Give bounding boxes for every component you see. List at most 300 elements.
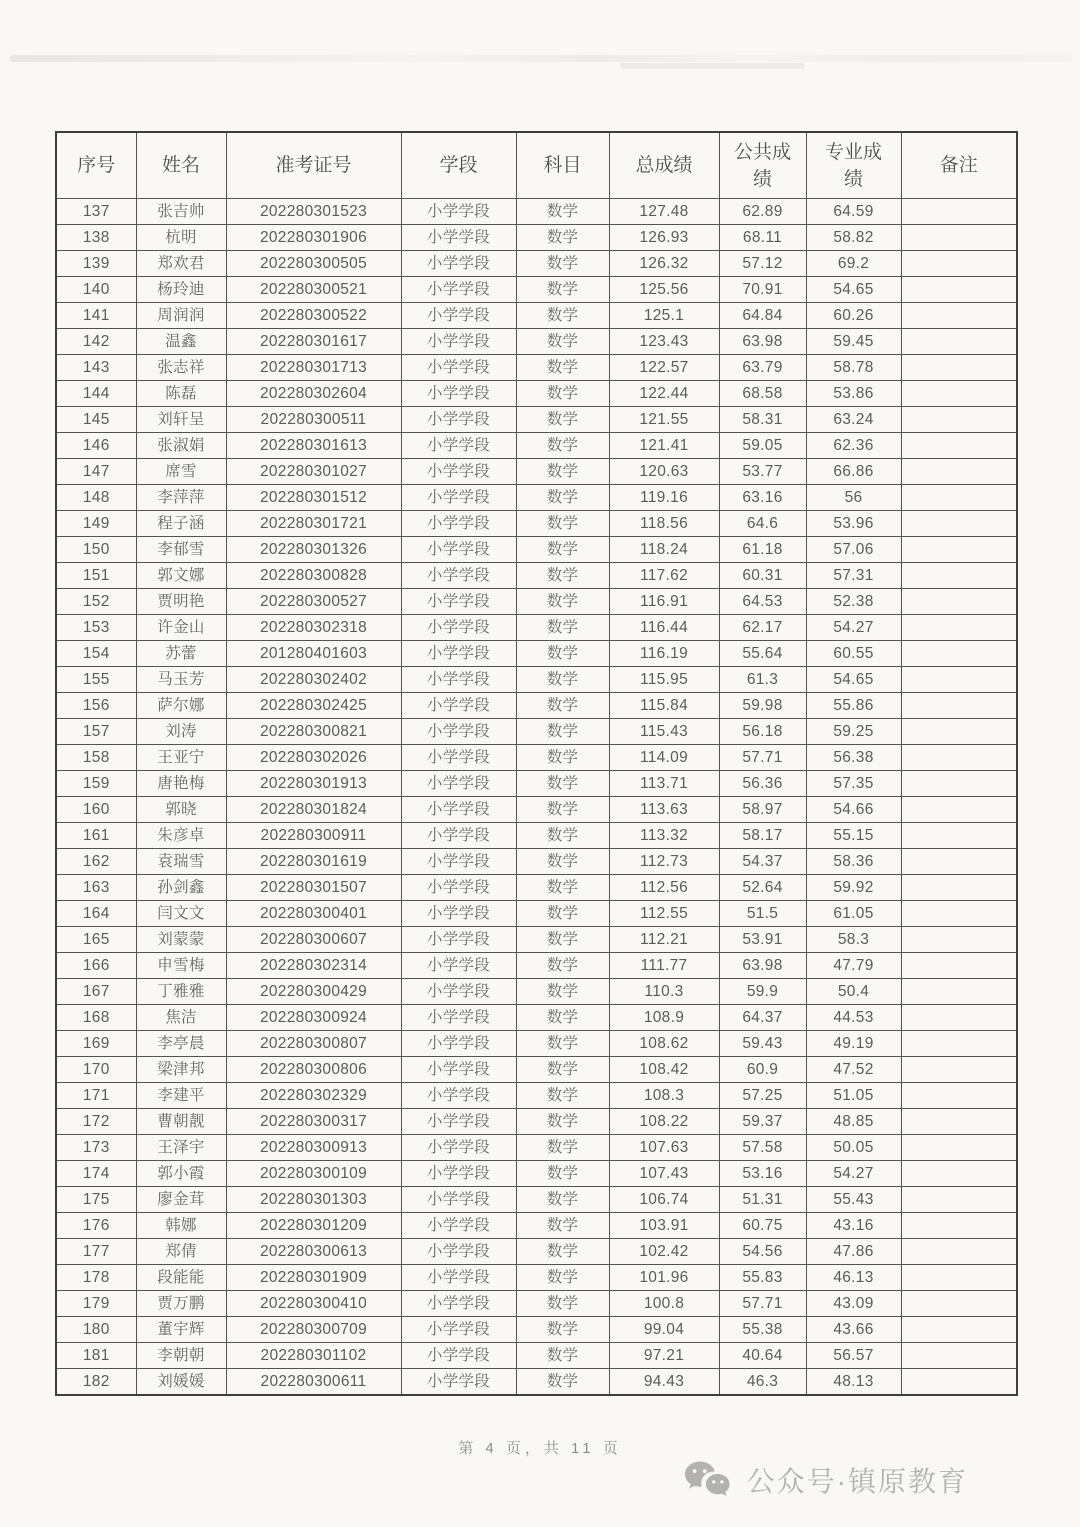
cell-admission-no: 201280401603 xyxy=(226,641,401,667)
cell-name: 焦洁 xyxy=(136,1005,226,1031)
cell-total-score: 115.43 xyxy=(609,719,719,745)
cell-remark xyxy=(901,953,1017,979)
cell-remark xyxy=(901,1005,1017,1031)
cell-serial: 163 xyxy=(56,875,136,901)
cell-stage: 小学学段 xyxy=(401,329,516,355)
cell-remark xyxy=(901,901,1017,927)
cell-major-score: 57.35 xyxy=(806,771,901,797)
table-row xyxy=(56,199,1017,225)
cell-remark xyxy=(901,1161,1017,1187)
cell-public-score: 57.58 xyxy=(719,1135,806,1161)
cell-admission-no: 202280300821 xyxy=(226,719,401,745)
cell-total-score: 108.42 xyxy=(609,1057,719,1083)
table-row xyxy=(56,433,1017,459)
cell-total-score: 115.84 xyxy=(609,693,719,719)
cell-public-score: 63.16 xyxy=(719,485,806,511)
cell-total-score: 107.63 xyxy=(609,1135,719,1161)
cell-public-score: 60.9 xyxy=(719,1057,806,1083)
cell-total-score: 113.32 xyxy=(609,823,719,849)
column-header-stage: 学段 xyxy=(401,132,516,199)
cell-admission-no: 202280302425 xyxy=(226,693,401,719)
cell-serial: 170 xyxy=(56,1057,136,1083)
cell-subject: 数学 xyxy=(516,875,609,901)
cell-total-score: 125.1 xyxy=(609,303,719,329)
cell-subject: 数学 xyxy=(516,1135,609,1161)
cell-public-score: 68.58 xyxy=(719,381,806,407)
cell-major-score: 53.96 xyxy=(806,511,901,537)
cell-admission-no: 202280301613 xyxy=(226,433,401,459)
table-row xyxy=(56,589,1017,615)
cell-stage: 小学学段 xyxy=(401,589,516,615)
cell-subject: 数学 xyxy=(516,329,609,355)
cell-remark xyxy=(901,849,1017,875)
cell-stage: 小学学段 xyxy=(401,1187,516,1213)
cell-public-score: 55.38 xyxy=(719,1317,806,1343)
cell-name: 萨尔娜 xyxy=(136,693,226,719)
cell-admission-no: 202280301617 xyxy=(226,329,401,355)
cell-subject: 数学 xyxy=(516,1213,609,1239)
cell-public-score: 54.37 xyxy=(719,849,806,875)
cell-serial: 162 xyxy=(56,849,136,875)
cell-name: 郑欢君 xyxy=(136,251,226,277)
cell-subject: 数学 xyxy=(516,667,609,693)
table-row xyxy=(56,511,1017,537)
column-header-total-score: 总成绩 xyxy=(609,132,719,199)
cell-admission-no: 202280300911 xyxy=(226,823,401,849)
cell-admission-no: 202280301906 xyxy=(226,225,401,251)
cell-total-score: 127.48 xyxy=(609,199,719,225)
cell-serial: 160 xyxy=(56,797,136,823)
cell-stage: 小学学段 xyxy=(401,563,516,589)
cell-name: 贾明艳 xyxy=(136,589,226,615)
cell-total-score: 101.96 xyxy=(609,1265,719,1291)
cell-serial: 178 xyxy=(56,1265,136,1291)
table-row xyxy=(56,485,1017,511)
table-row xyxy=(56,381,1017,407)
cell-subject: 数学 xyxy=(516,1187,609,1213)
table-row xyxy=(56,563,1017,589)
cell-major-score: 61.05 xyxy=(806,901,901,927)
table-row xyxy=(56,1057,1017,1083)
cell-remark xyxy=(901,511,1017,537)
cell-stage: 小学学段 xyxy=(401,615,516,641)
cell-subject: 数学 xyxy=(516,927,609,953)
table-header xyxy=(56,132,1017,199)
cell-total-score: 118.56 xyxy=(609,511,719,537)
cell-total-score: 121.41 xyxy=(609,433,719,459)
cell-major-score: 59.92 xyxy=(806,875,901,901)
table-row xyxy=(56,355,1017,381)
cell-serial: 175 xyxy=(56,1187,136,1213)
cell-name: 孙剑鑫 xyxy=(136,875,226,901)
cell-major-score: 52.38 xyxy=(806,589,901,615)
cell-name: 申雪梅 xyxy=(136,953,226,979)
cell-total-score: 122.57 xyxy=(609,355,719,381)
cell-serial: 172 xyxy=(56,1109,136,1135)
cell-remark xyxy=(901,1369,1017,1396)
column-header-major-score: 专业成绩 xyxy=(806,132,901,199)
cell-stage: 小学学段 xyxy=(401,407,516,433)
column-header-admission-no: 准考证号 xyxy=(226,132,401,199)
cell-remark xyxy=(901,277,1017,303)
cell-subject: 数学 xyxy=(516,823,609,849)
cell-stage: 小学学段 xyxy=(401,953,516,979)
cell-subject: 数学 xyxy=(516,355,609,381)
cell-stage: 小学学段 xyxy=(401,1031,516,1057)
cell-remark xyxy=(901,1239,1017,1265)
table-row xyxy=(56,823,1017,849)
cell-stage: 小学学段 xyxy=(401,433,516,459)
column-header-subject: 科目 xyxy=(516,132,609,199)
table-row xyxy=(56,1187,1017,1213)
cell-remark xyxy=(901,745,1017,771)
cell-remark xyxy=(901,537,1017,563)
cell-serial: 176 xyxy=(56,1213,136,1239)
cell-public-score: 55.83 xyxy=(719,1265,806,1291)
cell-subject: 数学 xyxy=(516,641,609,667)
cell-admission-no: 202280300806 xyxy=(226,1057,401,1083)
cell-stage: 小学学段 xyxy=(401,355,516,381)
cell-major-score: 47.79 xyxy=(806,953,901,979)
cell-major-score: 57.06 xyxy=(806,537,901,563)
cell-subject: 数学 xyxy=(516,407,609,433)
cell-stage: 小学学段 xyxy=(401,797,516,823)
cell-name: 闫文文 xyxy=(136,901,226,927)
cell-serial: 174 xyxy=(56,1161,136,1187)
table-row xyxy=(56,1083,1017,1109)
cell-remark xyxy=(901,1291,1017,1317)
cell-stage: 小学学段 xyxy=(401,1265,516,1291)
cell-subject: 数学 xyxy=(516,1317,609,1343)
cell-name: 马玉芳 xyxy=(136,667,226,693)
cell-serial: 173 xyxy=(56,1135,136,1161)
cell-public-score: 63.98 xyxy=(719,953,806,979)
cell-stage: 小学学段 xyxy=(401,1343,516,1369)
cell-total-score: 111.77 xyxy=(609,953,719,979)
column-header-remark: 备注 xyxy=(901,132,1017,199)
cell-admission-no: 202280302402 xyxy=(226,667,401,693)
cell-admission-no: 202280300807 xyxy=(226,1031,401,1057)
cell-subject: 数学 xyxy=(516,277,609,303)
cell-serial: 159 xyxy=(56,771,136,797)
cell-total-score: 116.91 xyxy=(609,589,719,615)
cell-stage: 小学学段 xyxy=(401,927,516,953)
cell-major-score: 62.36 xyxy=(806,433,901,459)
cell-admission-no: 202280300511 xyxy=(226,407,401,433)
cell-public-score: 58.97 xyxy=(719,797,806,823)
cell-remark xyxy=(901,667,1017,693)
cell-admission-no: 202280301326 xyxy=(226,537,401,563)
table-row xyxy=(56,251,1017,277)
cell-stage: 小学学段 xyxy=(401,1057,516,1083)
cell-serial: 167 xyxy=(56,979,136,1005)
cell-remark xyxy=(901,589,1017,615)
cell-name: 程子涵 xyxy=(136,511,226,537)
cell-admission-no: 202280300913 xyxy=(226,1135,401,1161)
cell-name: 王亚宁 xyxy=(136,745,226,771)
cell-public-score: 59.9 xyxy=(719,979,806,1005)
cell-name: 袁瑞雪 xyxy=(136,849,226,875)
table-row xyxy=(56,537,1017,563)
table-row xyxy=(56,797,1017,823)
cell-remark xyxy=(901,329,1017,355)
cell-total-score: 99.04 xyxy=(609,1317,719,1343)
cell-remark xyxy=(901,797,1017,823)
cell-major-score: 43.16 xyxy=(806,1213,901,1239)
cell-name: 郭小霞 xyxy=(136,1161,226,1187)
cell-public-score: 57.71 xyxy=(719,745,806,771)
cell-total-score: 110.3 xyxy=(609,979,719,1005)
cell-subject: 数学 xyxy=(516,1057,609,1083)
cell-admission-no: 202280300522 xyxy=(226,303,401,329)
cell-name: 郭文娜 xyxy=(136,563,226,589)
cell-name: 刘涛 xyxy=(136,719,226,745)
cell-stage: 小学学段 xyxy=(401,1005,516,1031)
cell-public-score: 57.12 xyxy=(719,251,806,277)
table-row xyxy=(56,1239,1017,1265)
cell-major-score: 50.4 xyxy=(806,979,901,1005)
cell-stage: 小学学段 xyxy=(401,875,516,901)
table-row xyxy=(56,1265,1017,1291)
table-row xyxy=(56,1005,1017,1031)
cell-subject: 数学 xyxy=(516,251,609,277)
cell-stage: 小学学段 xyxy=(401,1135,516,1161)
cell-major-score: 47.52 xyxy=(806,1057,901,1083)
cell-major-score: 55.15 xyxy=(806,823,901,849)
cell-remark xyxy=(901,303,1017,329)
wechat-icon xyxy=(683,1460,731,1500)
table-body xyxy=(56,199,1017,1396)
cell-subject: 数学 xyxy=(516,979,609,1005)
cell-public-score: 51.5 xyxy=(719,901,806,927)
cell-total-score: 119.16 xyxy=(609,485,719,511)
cell-name: 杨玲迪 xyxy=(136,277,226,303)
cell-serial: 143 xyxy=(56,355,136,381)
cell-admission-no: 202280302314 xyxy=(226,953,401,979)
cell-subject: 数学 xyxy=(516,1031,609,1057)
cell-name: 刘媛媛 xyxy=(136,1369,226,1396)
cell-public-score: 57.71 xyxy=(719,1291,806,1317)
cell-total-score: 121.55 xyxy=(609,407,719,433)
cell-major-score: 43.09 xyxy=(806,1291,901,1317)
cell-admission-no: 202280300828 xyxy=(226,563,401,589)
cell-name: 杭明 xyxy=(136,225,226,251)
cell-subject: 数学 xyxy=(516,745,609,771)
cell-total-score: 125.56 xyxy=(609,277,719,303)
table-row xyxy=(56,1109,1017,1135)
cell-stage: 小学学段 xyxy=(401,485,516,511)
cell-subject: 数学 xyxy=(516,1369,609,1396)
cell-remark xyxy=(901,693,1017,719)
table-row xyxy=(56,1135,1017,1161)
cell-serial: 156 xyxy=(56,693,136,719)
scan-artifact-band xyxy=(10,55,1072,62)
cell-subject: 数学 xyxy=(516,797,609,823)
cell-public-score: 62.89 xyxy=(719,199,806,225)
cell-remark xyxy=(901,1265,1017,1291)
cell-public-score: 53.91 xyxy=(719,927,806,953)
cell-remark xyxy=(901,459,1017,485)
cell-total-score: 118.24 xyxy=(609,537,719,563)
cell-subject: 数学 xyxy=(516,511,609,537)
column-header-serial: 序号 xyxy=(56,132,136,199)
cell-name: 张志祥 xyxy=(136,355,226,381)
cell-public-score: 46.3 xyxy=(719,1369,806,1396)
cell-admission-no: 202280301913 xyxy=(226,771,401,797)
cell-major-score: 64.59 xyxy=(806,199,901,225)
cell-admission-no: 202280300429 xyxy=(226,979,401,1005)
cell-stage: 小学学段 xyxy=(401,719,516,745)
cell-public-score: 59.43 xyxy=(719,1031,806,1057)
cell-public-score: 58.17 xyxy=(719,823,806,849)
cell-total-score: 112.55 xyxy=(609,901,719,927)
cell-name: 苏蕾 xyxy=(136,641,226,667)
cell-stage: 小学学段 xyxy=(401,979,516,1005)
cell-remark xyxy=(901,1083,1017,1109)
cell-serial: 168 xyxy=(56,1005,136,1031)
cell-remark xyxy=(901,485,1017,511)
cell-name: 刘蒙蒙 xyxy=(136,927,226,953)
cell-name: 贾万鹏 xyxy=(136,1291,226,1317)
cell-name: 廖金茸 xyxy=(136,1187,226,1213)
cell-admission-no: 202280301619 xyxy=(226,849,401,875)
cell-subject: 数学 xyxy=(516,1239,609,1265)
cell-stage: 小学学段 xyxy=(401,225,516,251)
cell-major-score: 58.36 xyxy=(806,849,901,875)
cell-major-score: 57.31 xyxy=(806,563,901,589)
cell-remark xyxy=(901,407,1017,433)
cell-major-score: 63.24 xyxy=(806,407,901,433)
cell-remark xyxy=(901,1057,1017,1083)
cell-remark xyxy=(901,433,1017,459)
cell-major-score: 54.65 xyxy=(806,277,901,303)
cell-serial: 137 xyxy=(56,199,136,225)
cell-remark xyxy=(901,1187,1017,1213)
cell-total-score: 100.8 xyxy=(609,1291,719,1317)
cell-serial: 151 xyxy=(56,563,136,589)
cell-major-score: 59.45 xyxy=(806,329,901,355)
cell-major-score: 44.53 xyxy=(806,1005,901,1031)
cell-major-score: 53.86 xyxy=(806,381,901,407)
cell-remark xyxy=(901,199,1017,225)
cell-major-score: 43.66 xyxy=(806,1317,901,1343)
cell-total-score: 122.44 xyxy=(609,381,719,407)
table-row xyxy=(56,615,1017,641)
cell-total-score: 116.19 xyxy=(609,641,719,667)
cell-serial: 146 xyxy=(56,433,136,459)
cell-public-score: 53.16 xyxy=(719,1161,806,1187)
cell-total-score: 108.22 xyxy=(609,1109,719,1135)
cell-total-score: 112.56 xyxy=(609,875,719,901)
cell-name: 唐艳梅 xyxy=(136,771,226,797)
cell-major-score: 58.78 xyxy=(806,355,901,381)
cell-admission-no: 202280300505 xyxy=(226,251,401,277)
cell-subject: 数学 xyxy=(516,1109,609,1135)
cell-admission-no: 202280300109 xyxy=(226,1161,401,1187)
cell-subject: 数学 xyxy=(516,485,609,511)
cell-remark xyxy=(901,641,1017,667)
table-row xyxy=(56,927,1017,953)
cell-major-score: 66.86 xyxy=(806,459,901,485)
cell-major-score: 56.38 xyxy=(806,745,901,771)
cell-public-score: 64.84 xyxy=(719,303,806,329)
cell-public-score: 60.31 xyxy=(719,563,806,589)
table-row xyxy=(56,875,1017,901)
cell-total-score: 113.71 xyxy=(609,771,719,797)
cell-serial: 142 xyxy=(56,329,136,355)
cell-major-score: 56.57 xyxy=(806,1343,901,1369)
table-row xyxy=(56,407,1017,433)
cell-name: 陈磊 xyxy=(136,381,226,407)
cell-total-score: 117.62 xyxy=(609,563,719,589)
cell-name: 刘轩呈 xyxy=(136,407,226,433)
cell-name: 李亭晨 xyxy=(136,1031,226,1057)
cell-major-score: 54.65 xyxy=(806,667,901,693)
cell-major-score: 55.86 xyxy=(806,693,901,719)
cell-remark xyxy=(901,719,1017,745)
cell-admission-no: 202280301102 xyxy=(226,1343,401,1369)
cell-subject: 数学 xyxy=(516,1083,609,1109)
cell-subject: 数学 xyxy=(516,1005,609,1031)
cell-remark xyxy=(901,1109,1017,1135)
cell-admission-no: 202280302026 xyxy=(226,745,401,771)
cell-remark xyxy=(901,1317,1017,1343)
cell-total-score: 113.63 xyxy=(609,797,719,823)
cell-public-score: 64.53 xyxy=(719,589,806,615)
cell-total-score: 116.44 xyxy=(609,615,719,641)
table-row xyxy=(56,459,1017,485)
cell-major-score: 60.55 xyxy=(806,641,901,667)
cell-subject: 数学 xyxy=(516,433,609,459)
table-row xyxy=(56,225,1017,251)
table-row xyxy=(56,329,1017,355)
table-row xyxy=(56,1291,1017,1317)
cell-stage: 小学学段 xyxy=(401,1291,516,1317)
cell-subject: 数学 xyxy=(516,849,609,875)
cell-total-score: 94.43 xyxy=(609,1369,719,1396)
cell-major-score: 49.19 xyxy=(806,1031,901,1057)
cell-total-score: 97.21 xyxy=(609,1343,719,1369)
cell-subject: 数学 xyxy=(516,901,609,927)
cell-major-score: 60.26 xyxy=(806,303,901,329)
table-row xyxy=(56,979,1017,1005)
cell-stage: 小学学段 xyxy=(401,771,516,797)
cell-remark xyxy=(901,927,1017,953)
cell-subject: 数学 xyxy=(516,563,609,589)
cell-stage: 小学学段 xyxy=(401,641,516,667)
cell-remark xyxy=(901,875,1017,901)
cell-stage: 小学学段 xyxy=(401,901,516,927)
cell-stage: 小学学段 xyxy=(401,1213,516,1239)
cell-admission-no: 202280300709 xyxy=(226,1317,401,1343)
cell-name: 王泽宇 xyxy=(136,1135,226,1161)
cell-total-score: 108.9 xyxy=(609,1005,719,1031)
cell-admission-no: 202280300607 xyxy=(226,927,401,953)
cell-admission-no: 202280301909 xyxy=(226,1265,401,1291)
cell-stage: 小学学段 xyxy=(401,537,516,563)
cell-serial: 145 xyxy=(56,407,136,433)
cell-subject: 数学 xyxy=(516,1265,609,1291)
cell-serial: 164 xyxy=(56,901,136,927)
cell-total-score: 126.32 xyxy=(609,251,719,277)
cell-admission-no: 202280301209 xyxy=(226,1213,401,1239)
cell-major-score: 46.13 xyxy=(806,1265,901,1291)
cell-public-score: 64.6 xyxy=(719,511,806,537)
cell-serial: 166 xyxy=(56,953,136,979)
wechat-label: 公众号·镇原教育 xyxy=(746,1466,968,1497)
table-row xyxy=(56,849,1017,875)
cell-remark xyxy=(901,251,1017,277)
